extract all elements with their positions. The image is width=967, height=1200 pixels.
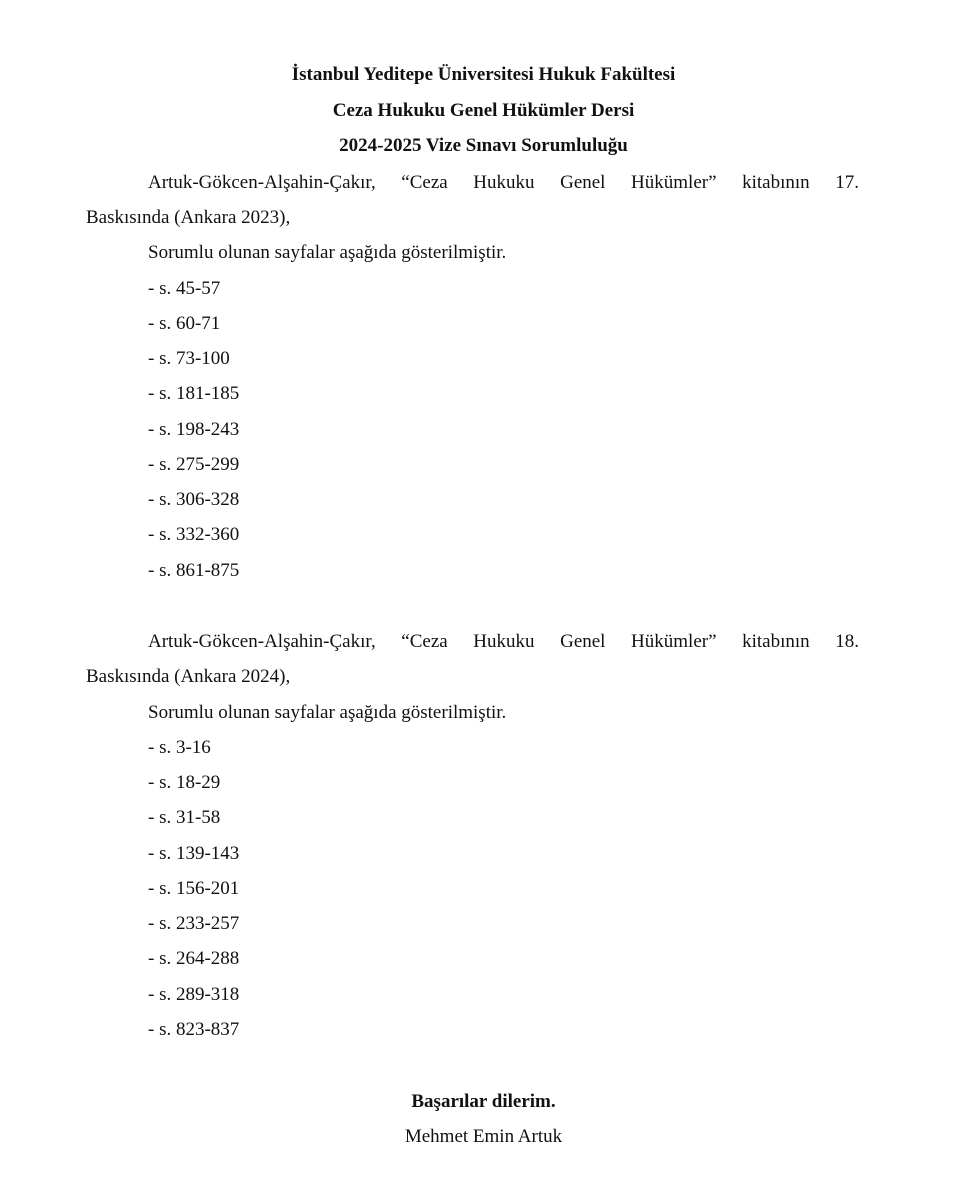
section2-page-item: - s. 233-257 [148, 913, 240, 934]
section1-page-item: - s. 275-299 [148, 454, 240, 475]
section1-page-item: - s. 306-328 [148, 489, 240, 510]
section1-page-item: - s. 45-57 [148, 278, 221, 299]
section2-page-item: - s. 289-318 [148, 984, 240, 1005]
heading-exam: 2024-2025 Vize Sınavı Sorumluluğu [339, 135, 628, 156]
heading-faculty: İstanbul Yeditepe Üniversitesi Hukuk Fakültesi [291, 64, 676, 85]
section1-intro-line1: Artuk-Gökcen-Alşahin-Çakır, “Ceza Hukuku Genel Hükümler” kitabının 17. [148, 172, 859, 193]
section2-page-item: - s. 18-29 [148, 772, 221, 793]
section2-page-item: - s. 3-16 [148, 737, 211, 758]
section2-page-item: - s. 31-58 [148, 807, 221, 828]
section1-responsible-text: Sorumlu olunan sayfalar aşağıda gösterilmiştir. [148, 242, 507, 263]
section1-page-item: - s. 198-243 [148, 419, 240, 440]
section1-intro-line2: Baskısında (Ankara 2023), [86, 207, 291, 228]
section1-page-item: - s. 861-875 [148, 560, 240, 581]
signature-name: Mehmet Emin Artuk [404, 1126, 563, 1147]
section1-page-item: - s. 181-185 [148, 383, 240, 404]
section1-page-item: - s. 332-360 [148, 524, 240, 545]
closing-wish: Başarılar dilerim. [411, 1091, 556, 1112]
heading-course: Ceza Hukuku Genel Hükümler Dersi [332, 100, 635, 121]
section1-page-item: - s. 73-100 [148, 348, 230, 369]
section2-page-item: - s. 156-201 [148, 878, 240, 899]
section1-page-item: - s. 60-71 [148, 313, 221, 334]
section2-page-item: - s. 264-288 [148, 948, 240, 969]
section2-page-item: - s. 139-143 [148, 843, 240, 864]
section2-page-item: - s. 823-837 [148, 1019, 240, 1040]
section2-intro-line1: Artuk-Gökcen-Alşahin-Çakır, “Ceza Hukuku Genel Hükümler” kitabının 18. [148, 631, 859, 652]
section2-responsible-text: Sorumlu olunan sayfalar aşağıda gösterilmiştir. [148, 702, 507, 723]
section2-intro-line2: Baskısında (Ankara 2024), [86, 666, 291, 687]
